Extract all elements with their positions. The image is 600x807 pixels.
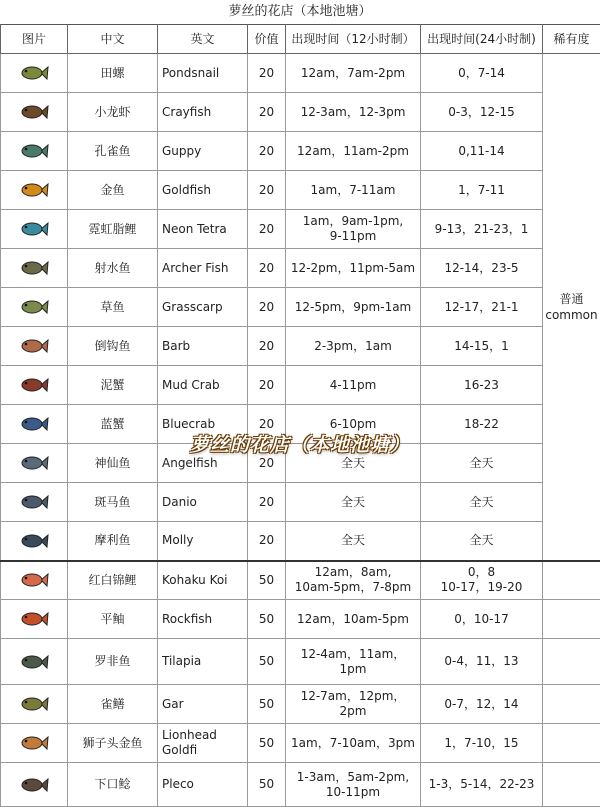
fish-price: 20 <box>248 93 286 132</box>
guppy-icon <box>19 140 49 162</box>
fish-time12 <box>286 724 421 763</box>
fish-time12-line: 全天 <box>288 495 418 510</box>
fish-price: 20 <box>248 483 286 522</box>
fish-time24-line: 0-7，12，14 <box>423 697 540 712</box>
rarity-empty <box>543 600 600 639</box>
fish-name-en: Kohaku Koi <box>158 561 248 600</box>
fish-time12-line: 1am，7-10am，3pm <box>288 736 418 751</box>
fish-name-cn: 孔雀鱼 <box>68 132 158 171</box>
fish-name-en: Barb <box>158 327 248 366</box>
table-row <box>1 600 600 639</box>
fish-name-en: Molly <box>158 522 248 561</box>
fish-time24 <box>421 366 543 405</box>
header-image: 图片 <box>1 24 68 54</box>
rockfish-icon <box>19 608 49 630</box>
fish-time24-line: 0，8 <box>423 565 540 580</box>
table-row <box>1 483 600 522</box>
table-row <box>1 561 600 600</box>
fish-image <box>1 210 68 249</box>
fish-time12 <box>286 54 421 93</box>
fish-time12-line: 12-4am，11am，1pm <box>288 647 418 677</box>
fish-price: 20 <box>248 171 286 210</box>
table-row <box>1 93 600 132</box>
fish-time24-line: 1，7-10，15 <box>423 736 540 751</box>
fish-name-cn: 倒钩鱼 <box>68 327 158 366</box>
header-rarity: 稀有度 <box>543 24 600 54</box>
fish-time24-line: 1，7-11 <box>423 183 540 198</box>
fish-image <box>1 366 68 405</box>
fish-time12-line: 1am，9am-1pm, <box>288 214 418 229</box>
tilapia-icon <box>19 651 49 673</box>
fish-time24 <box>421 600 543 639</box>
table-row <box>1 54 600 93</box>
fish-time12-line: 12am，8am, <box>288 565 418 580</box>
fish-name-cn: 射水鱼 <box>68 249 158 288</box>
fish-time24-line: 14-15，1 <box>423 339 540 354</box>
fish-time24-line: 10-17，19-20 <box>423 580 540 595</box>
fish-time24-line: 18-22 <box>423 417 540 432</box>
fish-time12-line: 全天 <box>288 456 418 471</box>
rarity-common <box>543 54 600 561</box>
fish-name-en: Crayfish <box>158 93 248 132</box>
fish-time12 <box>286 210 421 249</box>
table-row <box>1 724 600 763</box>
fish-time24-line: 1-3，5-14，22-23 <box>423 777 540 792</box>
fish-name-en: Angelfish <box>158 444 248 483</box>
fish-time12 <box>286 171 421 210</box>
grasscarp-icon <box>19 296 49 318</box>
barb-icon <box>19 335 49 357</box>
table-row <box>1 210 600 249</box>
fish-price: 50 <box>248 600 286 639</box>
fish-name-en: Mud Crab <box>158 366 248 405</box>
fish-image <box>1 132 68 171</box>
fish-time24 <box>421 444 543 483</box>
fish-name-cn: 田螺 <box>68 54 158 93</box>
fish-time12 <box>286 288 421 327</box>
fish-time12 <box>286 600 421 639</box>
fish-name-en: Goldfish <box>158 171 248 210</box>
fish-name-en: Archer Fish <box>158 249 248 288</box>
table-row <box>1 639 600 685</box>
lionhead-icon <box>19 732 49 754</box>
fish-name-en: Guppy <box>158 132 248 171</box>
fish-time24-line: 0-4，11，13 <box>423 654 540 669</box>
fish-time24 <box>421 54 543 93</box>
header-price: 价值 <box>248 24 286 54</box>
fish-image <box>1 54 68 93</box>
fish-name-en: Pleco <box>158 763 248 807</box>
fish-time24-line: 全天 <box>423 533 540 548</box>
fish-price: 50 <box>248 639 286 685</box>
fish-name-cn: 神仙鱼 <box>68 444 158 483</box>
fish-time24 <box>421 405 543 444</box>
archer-fish-icon <box>19 257 49 279</box>
fish-time24-line: 0,11-14 <box>423 144 540 159</box>
fish-name-en: Tilapia <box>158 639 248 685</box>
fish-time24 <box>421 249 543 288</box>
fish-image <box>1 724 68 763</box>
fish-image <box>1 327 68 366</box>
fish-time24-line: 全天 <box>423 456 540 471</box>
fish-time12 <box>286 93 421 132</box>
fish-image <box>1 288 68 327</box>
table-row <box>1 249 600 288</box>
fish-time12 <box>286 522 421 561</box>
rarity-empty <box>543 685 600 724</box>
table-row <box>1 288 600 327</box>
fish-price: 20 <box>248 444 286 483</box>
fish-name-cn: 草鱼 <box>68 288 158 327</box>
fish-name-cn: 摩利鱼 <box>68 522 158 561</box>
fish-price: 20 <box>248 405 286 444</box>
fish-time12 <box>286 366 421 405</box>
fish-time12 <box>286 444 421 483</box>
angelfish-icon <box>19 452 49 474</box>
mud-crab-icon <box>19 374 49 396</box>
fish-time24-line: 9-13，21-23，1 <box>423 222 540 237</box>
goldfish-icon <box>19 179 49 201</box>
fish-name-en: Gar <box>158 685 248 724</box>
fish-time24 <box>421 93 543 132</box>
fish-time24 <box>421 288 543 327</box>
fish-time12 <box>286 249 421 288</box>
fish-time24 <box>421 171 543 210</box>
fish-time24 <box>421 561 543 600</box>
table-row <box>1 444 600 483</box>
fish-time12 <box>286 639 421 685</box>
gar-icon <box>19 693 49 715</box>
fish-time24 <box>421 483 543 522</box>
fish-time12 <box>286 483 421 522</box>
snail-icon <box>19 62 49 84</box>
fish-price: 50 <box>248 561 286 600</box>
fish-price: 50 <box>248 685 286 724</box>
fish-time24 <box>421 685 543 724</box>
rarity-cn: 普通 <box>545 291 598 307</box>
rarity-en: common <box>545 307 598 323</box>
fish-time12-line: 12-5pm，9pm-1am <box>288 300 418 315</box>
fish-time12-line: 1-3am，5am-2pm, <box>288 770 418 785</box>
fish-time24 <box>421 210 543 249</box>
fish-name-cn: 蓝蟹 <box>68 405 158 444</box>
fish-name-en: Rockfish <box>158 600 248 639</box>
fish-name-cn: 红白锦鲤 <box>68 561 158 600</box>
fish-time24-line: 16-23 <box>423 378 540 393</box>
header-time24: 出现时间(24小时制) <box>421 24 543 54</box>
fish-time24 <box>421 724 543 763</box>
danio-icon <box>19 491 49 513</box>
fish-time12-line: 12-7am，12pm，2pm <box>288 689 418 719</box>
fish-price: 20 <box>248 210 286 249</box>
watermark-text: 萝丝的花店（本地池塘） <box>0 430 600 457</box>
fish-name-cn: 小龙虾 <box>68 93 158 132</box>
fish-name-cn: 下口鲶 <box>68 763 158 807</box>
fish-name-en: Bluecrab <box>158 405 248 444</box>
fish-time24 <box>421 327 543 366</box>
fish-time12 <box>286 561 421 600</box>
fish-time12-line: 12am，7am-2pm <box>288 66 418 81</box>
fish-name-en: Danio <box>158 483 248 522</box>
fish-name-cn: 斑马鱼 <box>68 483 158 522</box>
rarity-empty <box>543 639 600 685</box>
fish-table <box>0 24 600 807</box>
fish-time12 <box>286 327 421 366</box>
molly-icon <box>19 530 49 552</box>
bluecrab-icon <box>19 413 49 435</box>
fish-time24-line: 0-3，12-15 <box>423 105 540 120</box>
table-header-row <box>1 24 600 54</box>
fish-time24-line: 0，7-14 <box>423 66 540 81</box>
fish-image <box>1 93 68 132</box>
fish-time24-line: 全天 <box>423 495 540 510</box>
fish-price: 20 <box>248 288 286 327</box>
rarity-empty <box>543 561 600 600</box>
fish-price: 20 <box>248 249 286 288</box>
fish-price: 20 <box>248 327 286 366</box>
fish-image <box>1 561 68 600</box>
fish-time12-line: 2-3pm，1am <box>288 339 418 354</box>
fish-price: 20 <box>248 54 286 93</box>
header-cn: 中文 <box>68 24 158 54</box>
fish-price: 50 <box>248 763 286 807</box>
fish-name-en: Lionhead Goldfi <box>158 724 248 763</box>
table-row <box>1 405 600 444</box>
fish-price: 20 <box>248 522 286 561</box>
koi-icon <box>19 569 49 591</box>
table-row <box>1 327 600 366</box>
page-title: 萝丝的花店（本地池塘） <box>0 0 600 25</box>
fish-image <box>1 522 68 561</box>
fish-time12 <box>286 405 421 444</box>
fish-price: 50 <box>248 724 286 763</box>
fish-time24 <box>421 639 543 685</box>
fish-image <box>1 639 68 685</box>
crayfish-icon <box>19 101 49 123</box>
fish-time12-line: 12am，10am-5pm <box>288 612 418 627</box>
table-row <box>1 366 600 405</box>
fish-name-en: Grasscarp <box>158 288 248 327</box>
fish-name-cn: 金鱼 <box>68 171 158 210</box>
fish-time24-line: 12-17，21-1 <box>423 300 540 315</box>
fish-name-cn: 泥蟹 <box>68 366 158 405</box>
fish-image <box>1 444 68 483</box>
rarity-empty <box>543 724 600 763</box>
pleco-icon <box>19 774 49 796</box>
fish-name-cn: 霓虹脂鲤 <box>68 210 158 249</box>
fish-time24 <box>421 522 543 561</box>
fish-price: 20 <box>248 366 286 405</box>
table-row <box>1 522 600 561</box>
fish-time12-line: 6-10pm <box>288 417 418 432</box>
fish-time24-line: 0，10-17 <box>423 612 540 627</box>
fish-time12-line: 9-11pm <box>288 229 418 244</box>
table-row <box>1 171 600 210</box>
fish-image <box>1 405 68 444</box>
fish-time24 <box>421 132 543 171</box>
fish-time12 <box>286 132 421 171</box>
fish-image <box>1 685 68 724</box>
header-time12: 出现时间（12小时制） <box>286 24 421 54</box>
header-en: 英文 <box>158 24 248 54</box>
fish-time12-line: 10-11pm <box>288 785 418 800</box>
fish-name-cn: 罗非鱼 <box>68 639 158 685</box>
fish-time12-line: 12am，11am-2pm <box>288 144 418 159</box>
table-row <box>1 685 600 724</box>
table-row <box>1 132 600 171</box>
fish-image <box>1 171 68 210</box>
fish-name-cn: 平鲉 <box>68 600 158 639</box>
fish-time12-line: 4-11pm <box>288 378 418 393</box>
fish-time24-line: 12-14，23-5 <box>423 261 540 276</box>
fish-time12-line: 12-2pm，11pm-5am <box>288 261 418 276</box>
fish-image <box>1 600 68 639</box>
fish-price: 20 <box>248 132 286 171</box>
fish-time12-line: 全天 <box>288 533 418 548</box>
fish-time12-line: 1am，7-11am <box>288 183 418 198</box>
fish-time12-line: 10am-5pm，7-8pm <box>288 580 418 595</box>
neon-tetra-icon <box>19 218 49 240</box>
fish-name-en: Pondsnail <box>158 54 248 93</box>
fish-time12 <box>286 685 421 724</box>
fish-name-cn: 雀鳝 <box>68 685 158 724</box>
fish-image <box>1 483 68 522</box>
fish-image <box>1 249 68 288</box>
fish-name-cn: 狮子头金鱼 <box>68 724 158 763</box>
fish-time12-line: 12-3am，12-3pm <box>288 105 418 120</box>
fish-name-en: Neon Tetra <box>158 210 248 249</box>
